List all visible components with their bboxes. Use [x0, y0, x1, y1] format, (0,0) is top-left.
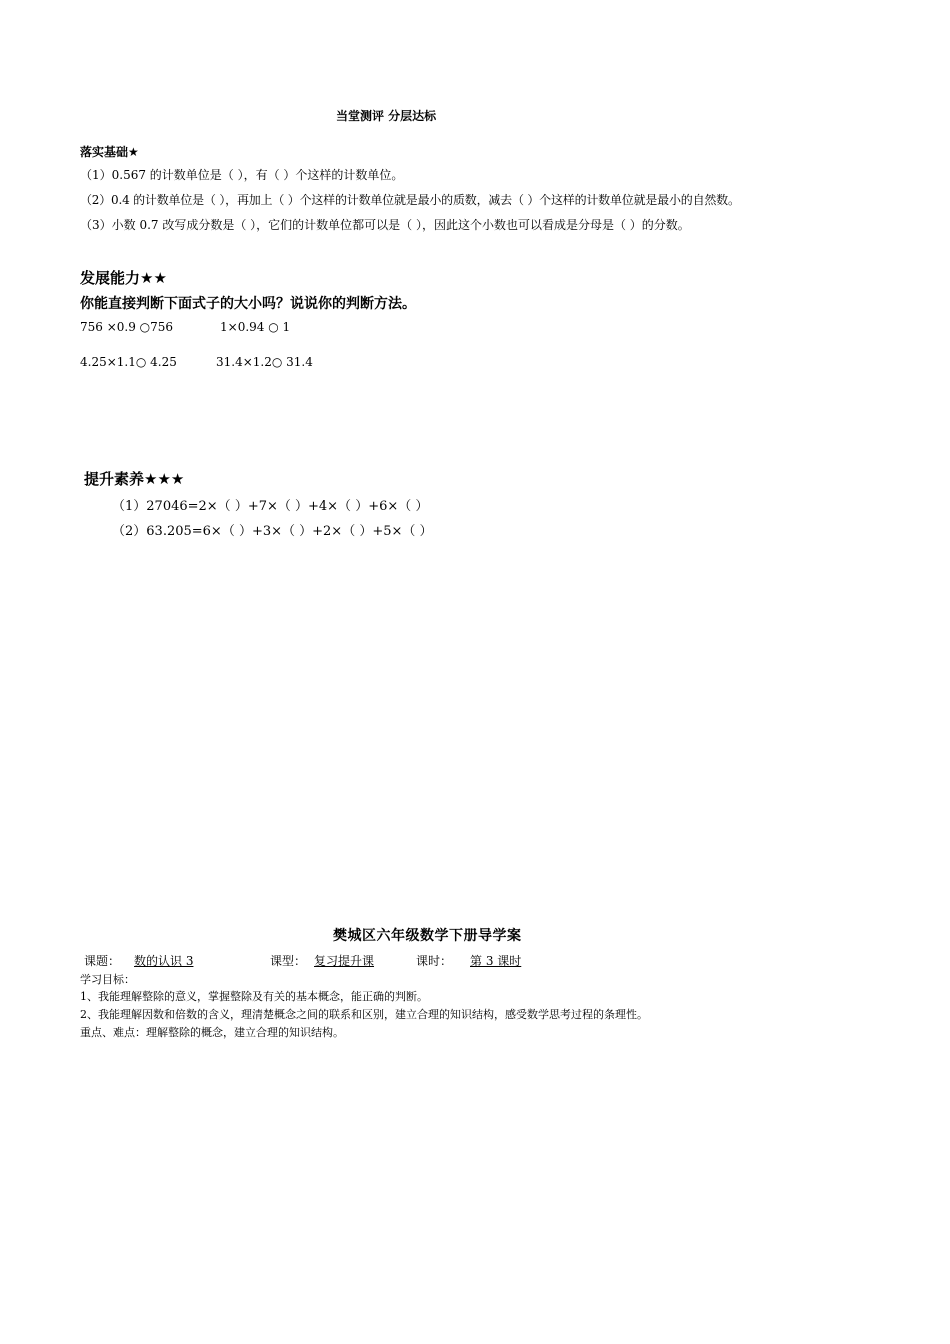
question-1: （1）0.567 的计数单位是（ ），有（ ）个这样的计数单位。 [80, 168, 404, 182]
decompose-line-2: （2）63.205=6×（ ）+3×（ ）+2×（ ）+5×（ ） [112, 524, 433, 539]
plan-title: 樊城区六年级数学下册导学案 [333, 928, 522, 944]
assessment-title: 当堂测评 分层达标 [336, 109, 437, 123]
type-value: 复习提升课 [314, 954, 375, 968]
goal-2: 2、我能理解因数和倍数的含义，理清楚概念之间的联系和区别，建立合理的知识结构，感受数学思考过程的条理性。 [80, 1008, 648, 1021]
decompose-line-1: （1）27046=2×（ ）+7×（ ）+4×（ ）+6×（ ） [112, 499, 429, 514]
key-points: 重点、难点：理解整除的概念，建立合理的知识结构。 [80, 1026, 344, 1039]
expression-b: 1×0.94 ○ 1 [220, 320, 291, 334]
expression-c: 4.25×1.1○ 4.25 [80, 355, 177, 369]
question-3: （3）小数 0.7 改写成分数是（ ），它们的计数单位都可以是（ ），因此这个小数也可以看成是分母是（ ）的分数。 [80, 218, 690, 232]
basic-heading: 落实基础★ [80, 145, 139, 159]
topic-label: 课题： [84, 954, 121, 968]
goals-label: 学习目标： [80, 973, 135, 986]
literacy-heading: 提升素养★★★ [84, 470, 185, 488]
ability-heading: 发展能力★★ [80, 269, 167, 287]
goal-1: 1、我能理解整除的意义，掌握整除及有关的基本概念，能正确的判断。 [80, 990, 428, 1003]
period-label: 课时： [416, 954, 453, 968]
type-label: 课型： [270, 954, 307, 968]
ability-prompt: 你能直接判断下面式子的大小吗？说说你的判断方法。 [80, 296, 416, 312]
period-value: 第 3 课时 [470, 954, 522, 968]
topic-value: 数的认识 3 [134, 954, 194, 968]
expression-d: 31.4×1.2○ 31.4 [216, 355, 313, 369]
question-2: （2）0.4 的计数单位是（ ），再加上（ ）个这样的计数单位就是最小的质数，减去（ ）个这样的计数单位就是最小的自然数。 [80, 193, 740, 207]
expression-a: 756 ×0.9 ○756 [80, 320, 174, 334]
